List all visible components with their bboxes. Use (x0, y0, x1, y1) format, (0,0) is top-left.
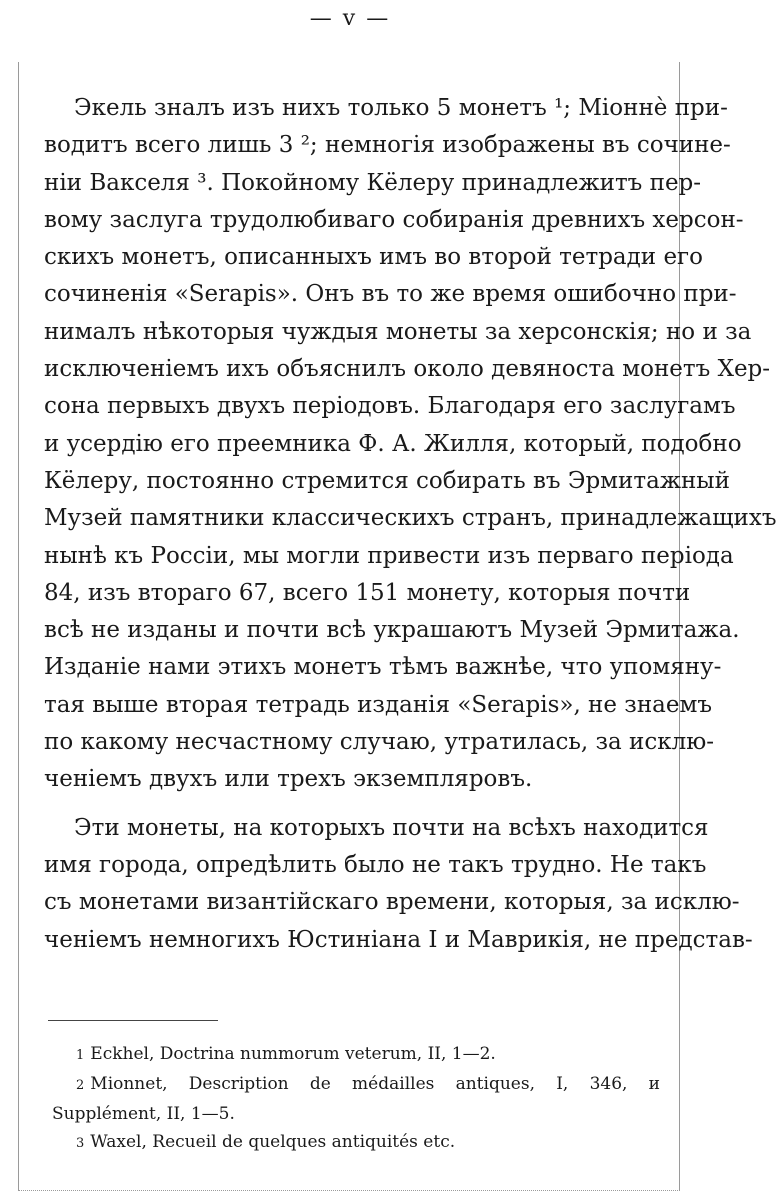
footnote-text: Mionnet, Description de médailles antiques, I, 346, и (90, 1074, 660, 1094)
footnote-separator (48, 1020, 218, 1021)
footnote-2-continued: Supplément, II, 1—5. (52, 1104, 235, 1124)
text-line: нынѣ къ Россіи, мы могли привести изъ перваго періода (44, 542, 734, 569)
text-line: водитъ всего лишь 3 ²; немногія изображены въ сочине- (44, 132, 731, 159)
text-line: Изданіе нами этихъ монетъ тѣмъ важнѣе, что упомяну- (44, 654, 722, 681)
text-line: ніи Вакселя ³. Покойному Кёлеру принадлежитъ пер- (44, 169, 702, 196)
paragraph-1 (44, 90, 776, 799)
text-line: всѣ не изданы и почти всѣ украшаютъ Музей Эрмитажа. (44, 617, 740, 644)
text-line: скихъ монетъ, описанныхъ имъ во второй тетради его (44, 244, 703, 271)
text-line: сона первыхъ двухъ періодовъ. Благодаря его заслугамъ (44, 393, 736, 420)
text-line: Эти монеты, на которыхъ почти на всѣхъ находится (74, 814, 709, 841)
footnote-marker: 2 (76, 1078, 85, 1093)
text-line: нималъ нѣкоторыя чуждыя монеты за херсонскія; но и за (44, 318, 752, 345)
footnote-marker: 3 (76, 1136, 85, 1151)
footnote-3 (52, 1128, 660, 1158)
text-line: Музей памятники классическихъ странъ, принадлежащихъ (44, 505, 776, 532)
text-line: вому заслуга трудолюбиваго собиранія древнихъ херсон- (44, 206, 744, 233)
text-line: 84, изъ втораго 67, всего 151 монету, которыя почти (44, 579, 691, 606)
text-line: тая выше вторая тетрадь изданія «Serapis», не знаемъ (44, 691, 713, 718)
text-line: съ монетами византійскаго времени, которыя, за исклю- (44, 889, 740, 916)
paragraph-2 (44, 810, 753, 959)
footnote-2 (52, 1070, 660, 1100)
footnote-text: Eckhel, Doctrina nummorum veterum, II, 1—2. (90, 1044, 496, 1064)
main-text (44, 90, 776, 959)
footnote-text: Waxel, Recueil de quelques antiquités etc. (90, 1132, 456, 1152)
footnotes (52, 1040, 660, 1158)
text-line: сочиненія «Serapis». Онъ въ то же время ошибочно при- (44, 281, 737, 308)
text-line: Кёлеру, постоянно стремится собирать въ Эрмитажный (44, 467, 730, 494)
text-line: ченіемъ двухъ или трехъ экземпляровъ. (44, 766, 533, 793)
text-line: имя города, опредѣлить было не такъ трудно. Не такъ (44, 851, 707, 878)
text-line: и усердію его преемника Ф. А. Жилля, который, подобно (44, 430, 742, 457)
text-line: ченіемъ немногихъ Юстиніана I и Маврикія, не представ- (44, 926, 753, 953)
text-line: по какому несчастному случаю, утратилась, за исклю- (44, 729, 715, 756)
footnote-marker: 1 (76, 1048, 85, 1063)
text-line: исключеніемъ ихъ объяснилъ около девяноста монетъ Хер- (44, 356, 771, 383)
footnote-1 (52, 1040, 660, 1070)
page-number: — v — (309, 6, 391, 31)
text-line: Экель зналъ изъ нихъ только 5 монетъ ¹; Міоннѐ при- (74, 95, 728, 121)
